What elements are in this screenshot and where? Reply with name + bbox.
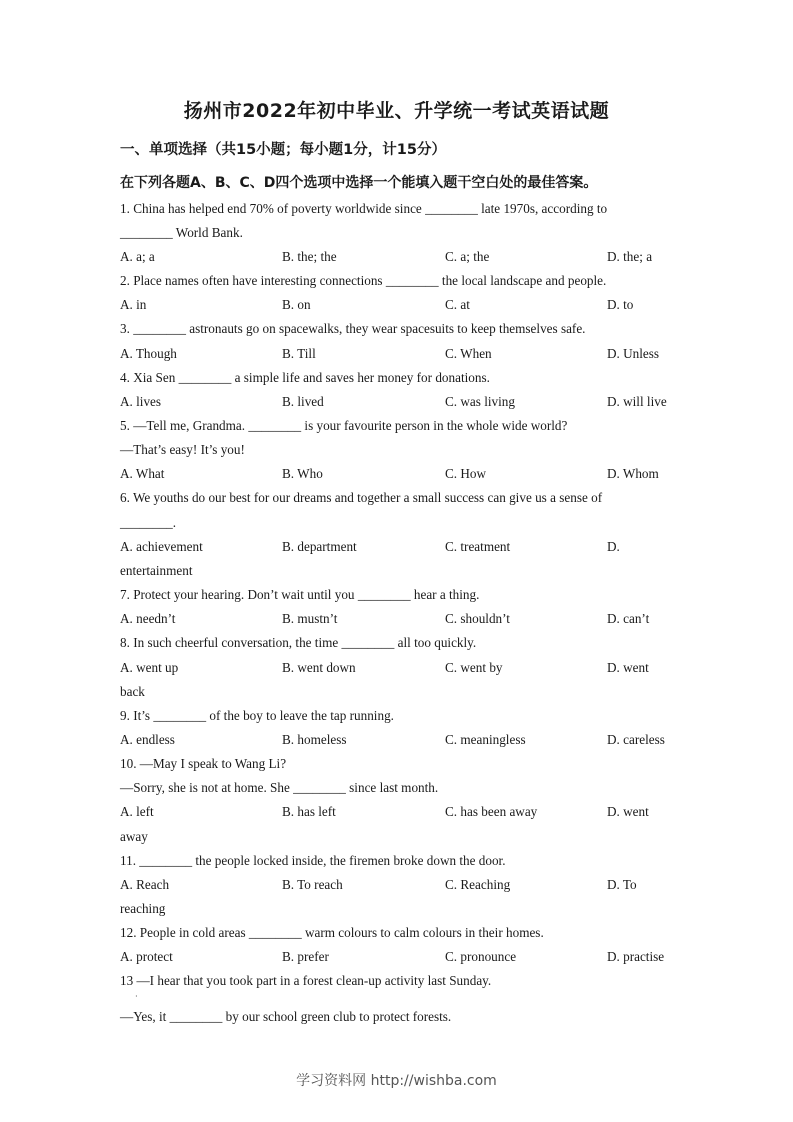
option-a[interactable]: A. achievement	[120, 539, 203, 554]
option-c[interactable]: C. a; the	[445, 249, 490, 264]
question-6-options	[120, 539, 680, 559]
option-b[interactable]: B. Who	[282, 466, 323, 481]
question-12-options	[120, 949, 680, 969]
option-a[interactable]: A. left	[120, 804, 154, 819]
option-d[interactable]: D. careless	[607, 732, 665, 747]
option-c[interactable]: C. pronounce	[445, 949, 517, 964]
question-13-stem: 13 —I hear that you took part in a forest clean-up activity last Sunday.	[120, 973, 492, 988]
question-5-options	[120, 466, 680, 486]
option-b[interactable]: B. lived	[282, 394, 324, 409]
question-8-option-d-wrap[interactable]: back	[120, 684, 145, 699]
question-6-stem: 6. We youths do our best for our dreams and together a small success can give us a sense of	[120, 490, 603, 505]
option-d[interactable]: D. went	[607, 804, 649, 819]
option-d[interactable]: D. To	[607, 877, 637, 892]
question-6-stem-cont: ________.	[120, 515, 177, 530]
stray-mark: ·	[135, 992, 138, 1001]
question-7-stem: 7. Protect your hearing. Don’t wait until you ________ hear a thing.	[120, 587, 480, 602]
question-8-stem: 8. In such cheerful conversation, the time ________ all too quickly.	[120, 635, 477, 650]
option-a[interactable]: A. protect	[120, 949, 173, 964]
question-1-stem-cont: ________ World Bank.	[120, 225, 243, 240]
option-d[interactable]: D. to	[607, 297, 634, 312]
option-d[interactable]: D. the; a	[607, 249, 653, 264]
option-a[interactable]: A. endless	[120, 732, 175, 747]
option-c[interactable]: C. has been away	[445, 804, 538, 819]
question-5-stem: 5. —Tell me, Grandma. ________ is your favourite person in the whole wide world?	[120, 418, 568, 433]
option-c[interactable]: C. When	[445, 346, 492, 361]
option-b[interactable]: B. Till	[282, 346, 316, 361]
option-d[interactable]: D. can’t	[607, 611, 650, 626]
option-c[interactable]: C. meaningless	[445, 732, 526, 747]
option-b[interactable]: B. prefer	[282, 949, 329, 964]
question-5-stem-cont: —That’s easy! It’s you!	[120, 442, 245, 457]
option-d[interactable]: D.	[607, 539, 620, 554]
question-2-stem: 2. Place names often have interesting connections ________ the local landscape and people.	[120, 273, 607, 288]
option-b[interactable]: B. To reach	[282, 877, 343, 892]
option-d[interactable]: D. practise	[607, 949, 665, 964]
question-8-options	[120, 660, 680, 680]
option-a[interactable]: A. Though	[120, 346, 177, 361]
option-d[interactable]: D. Whom	[607, 466, 659, 481]
question-3-options	[120, 346, 680, 366]
question-6-option-d-wrap[interactable]: entertainment	[120, 563, 193, 578]
question-7-options	[120, 611, 680, 631]
question-10-stem: 10. —May I speak to Wang Li?	[120, 756, 287, 771]
option-a[interactable]: A. needn’t	[120, 611, 176, 626]
option-a[interactable]: A. in	[120, 297, 147, 312]
option-d[interactable]: D. went	[607, 660, 649, 675]
question-10-options	[120, 804, 680, 824]
option-c[interactable]: C. shouldn’t	[445, 611, 510, 626]
question-4-options	[120, 394, 680, 414]
option-d[interactable]: D. Unless	[607, 346, 660, 361]
footer-watermark: 学习资料网 http://wishba.com	[296, 1073, 497, 1089]
question-10-stem-cont: —Sorry, she is not at home. She ________ since last month.	[120, 780, 439, 795]
option-c[interactable]: C. at	[445, 297, 470, 312]
question-3-stem: 3. ________ astronauts go on spacewalks, they wear spacesuits to keep themselves safe.	[120, 321, 586, 336]
question-9-stem: 9. It’s ________ of the boy to leave the tap running.	[120, 708, 394, 723]
option-b[interactable]: B. on	[282, 297, 311, 312]
question-1-options	[120, 249, 680, 269]
option-a[interactable]: A. Reach	[120, 877, 170, 892]
question-10-option-d-wrap[interactable]: away	[120, 829, 148, 844]
question-11-option-d-wrap[interactable]: reaching	[120, 901, 166, 916]
question-13-stem-cont: —Yes, it ________ by our school green club to protect forests.	[120, 1009, 452, 1024]
exam-title: 扬州市2022年初中毕业、升学统一考试英语试题	[183, 100, 610, 122]
option-b[interactable]: B. homeless	[282, 732, 347, 747]
option-c[interactable]: C. treatment	[445, 539, 511, 554]
question-1-stem: 1. China has helped end 70% of poverty worldwide since ________ late 1970s, according to	[120, 201, 608, 216]
option-a[interactable]: A. a; a	[120, 249, 155, 264]
option-c[interactable]: C. went by	[445, 660, 503, 675]
option-b[interactable]: B. mustn’t	[282, 611, 338, 626]
option-a[interactable]: A. lives	[120, 394, 162, 409]
question-12-stem: 12. People in cold areas ________ warm colours to calm colours in their homes.	[120, 925, 544, 940]
option-c[interactable]: C. How	[445, 466, 487, 481]
option-b[interactable]: B. has left	[282, 804, 336, 819]
option-d[interactable]: D. will live	[607, 394, 667, 409]
question-4-stem: 4. Xia Sen ________ a simple life and saves her money for donations.	[120, 370, 490, 385]
option-b[interactable]: B. went down	[282, 660, 356, 675]
option-a[interactable]: A. went up	[120, 660, 179, 675]
option-b[interactable]: B. department	[282, 539, 357, 554]
section-instruction: 在下列各题A、B、C、D四个选项中选择一个能填入题干空白处的最佳答案。	[120, 175, 598, 191]
option-c[interactable]: C. was living	[445, 394, 515, 409]
section-heading: 一、单项选择（共15小题；每小题1分，计15分）	[120, 142, 446, 158]
question-11-stem: 11. ________ the people locked inside, the firemen broke down the door.	[120, 853, 506, 868]
option-b[interactable]: B. the; the	[282, 249, 337, 264]
option-c[interactable]: C. Reaching	[445, 877, 511, 892]
question-9-options	[120, 732, 680, 752]
option-a[interactable]: A. What	[120, 466, 165, 481]
question-2-options	[120, 297, 680, 317]
question-11-options	[120, 877, 680, 897]
